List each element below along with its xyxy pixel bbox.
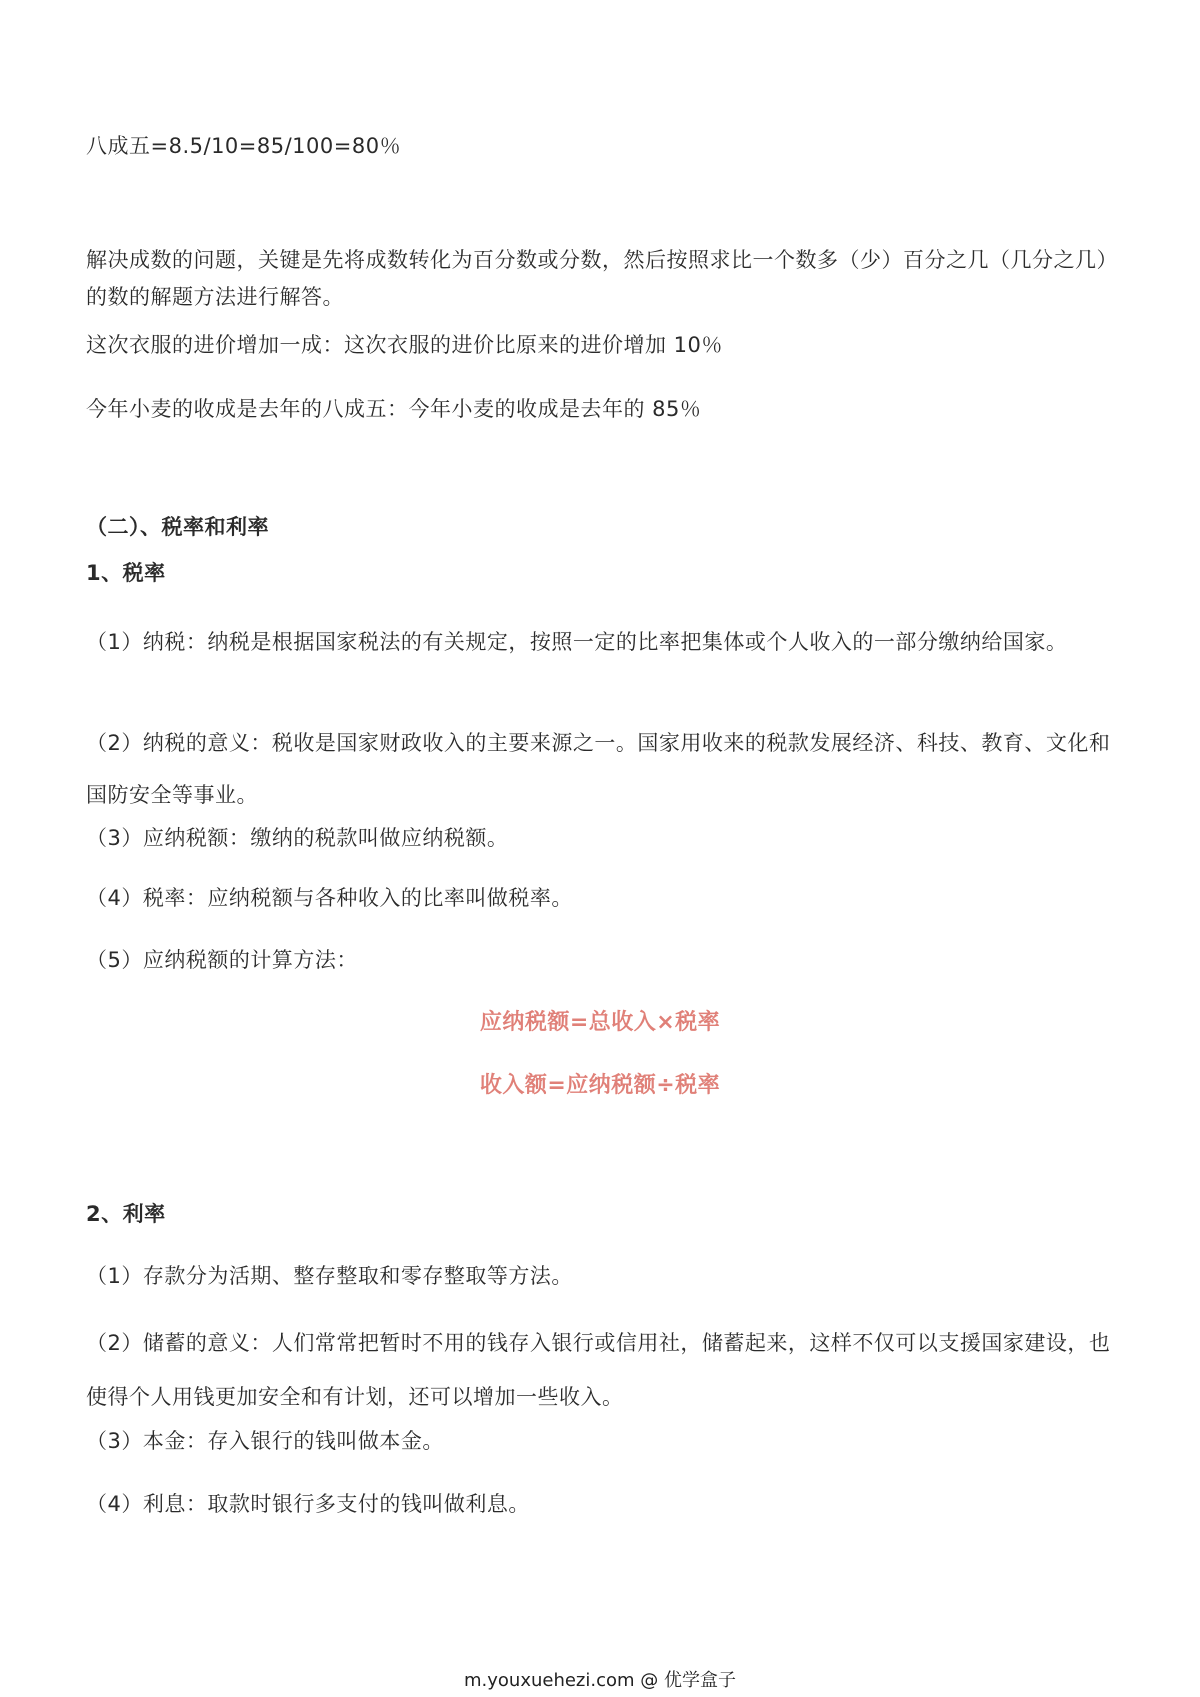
interest-item-2: （2）储蓄的意义：人们常常把暂时不用的钱存入银行或信用社，储蓄起来，这样不仅可以支援国家建设，也使得个人用钱更加安全和有计划，还可以增加一些收入。: [86, 1331, 1111, 1409]
interest-item-4: （4）利息：取款时银行多支付的钱叫做利息。: [86, 1492, 530, 1516]
interest-heading: 2、利率: [86, 1202, 166, 1226]
footer-watermark: m.youxuehezi.com @ 优学盒子: [463, 1670, 736, 1691]
section-title: （二）、税率和利率: [86, 515, 269, 539]
tax-item-3: （3）应纳税额：缴纳的税款叫做应纳税额。: [86, 826, 509, 850]
interest-item-3: （3）本金：存入银行的钱叫做本金。: [86, 1429, 444, 1453]
tax-item-4: （4）税率：应纳税额与各种收入的比率叫做税率。: [86, 886, 573, 910]
tax-formula: 应纳税额=总收入×税率: [479, 1010, 721, 1035]
example-wheat: 今年小麦的收成是去年的八成五：今年小麦的收成是去年的 85％: [86, 397, 702, 421]
intro-equation: 八成五=8.5/10=85/100=80％: [86, 134, 402, 158]
tax-heading: 1、税率: [86, 561, 166, 585]
income-formula: 收入额=应纳税额÷税率: [479, 1073, 721, 1098]
tax-item-2: （2）纳税的意义：税收是国家财政收入的主要来源之一。国家用收来的税款发展经济、科技、教育、文化和国防安全等事业。: [86, 731, 1111, 807]
tax-item-1: （1）纳税：纳税是根据国家税法的有关规定，按照一定的比率把集体或个人收入的一部分缴纳给国家。: [86, 630, 1068, 654]
interest-item-1: （1）存款分为活期、整存整取和零存整取等方法。: [86, 1264, 573, 1288]
method-paragraph: 解决成数的问题，关键是先将成数转化为百分数或分数，然后按照求比一个数多（少）百分之几（几分之几）的数的解题方法进行解答。: [86, 248, 1118, 309]
tax-item-5: （5）应纳税额的计算方法：: [86, 948, 358, 972]
example-clothes: 这次衣服的进价增加一成：这次衣服的进价比原来的进价增加 10％: [86, 333, 723, 357]
